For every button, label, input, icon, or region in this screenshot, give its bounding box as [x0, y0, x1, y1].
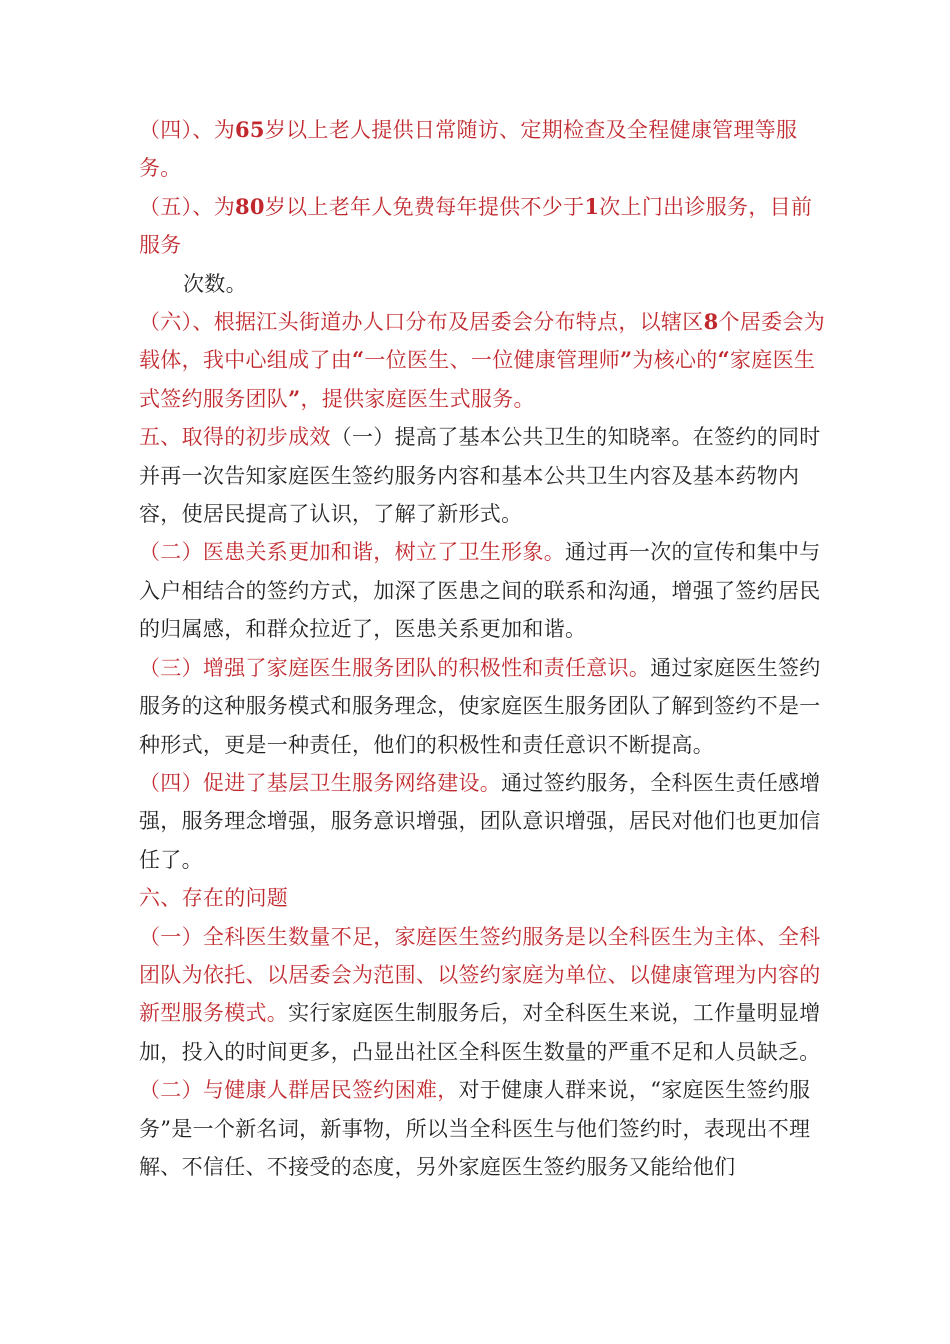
- number-65: 65: [235, 117, 265, 142]
- paragraph-text: 对于健康人群来说，“家庭医生签约服务”是一个新名词，新事物，所以当全科医生与他们签约时，表现出不理解、不信任、不接受的态度，另外家庭医生签约服务又能给他们: [139, 1078, 811, 1179]
- quote-close: ”: [288, 385, 301, 411]
- paragraph-text: （六）、根据江头街道办人口分布及居委会分布特点，以辖区: [139, 310, 704, 335]
- section-heading: 五、取得的初步成效: [139, 425, 331, 450]
- paragraph-text: 次上门出诊服务，目前服务: [139, 194, 813, 258]
- paragraph-text: 通过再一次的宣传和集中与入户相结合的签约方式，加深了医患之间的联系和沟通，增强了签约居民的归属感，和群众拉近了，医患关系更加和谐。: [139, 540, 821, 642]
- section-six-problems: [139, 879, 829, 917]
- paragraph-heading: （三）增强了家庭医生服务团队的积极性和责任意识。: [139, 655, 651, 680]
- quote-open: “: [352, 347, 365, 373]
- paragraph-text: 次数。: [183, 271, 247, 296]
- section-five-results: [139, 418, 829, 533]
- paragraph-heading: （一）全科医生数量不足，家庭医生签约服务是以全科医生为主体、全科团队为依托、以居委会为范围、以签约家庭为单位、以健康管理为内容的新型服务模式。: [139, 924, 821, 1026]
- paragraph-text: 为核心的: [632, 348, 718, 373]
- paragraph-item-4: [139, 111, 829, 188]
- paragraph-text: 通过签约服务，全科医生责任感增强，服务理念增强，服务意识增强，团队意识增强，居民对他们也更加信任了。: [139, 770, 821, 872]
- paragraph-text: 岁以上老人提供日常随访、定期检查及全程健康管理等服务。: [139, 118, 798, 181]
- paragraph-heading: （二）与健康人群居民签约困难，: [139, 1078, 459, 1103]
- paragraph-item-5: [139, 188, 829, 265]
- paragraph-text: （四）、为: [139, 118, 235, 142]
- number-1: 1: [584, 193, 600, 219]
- paragraph-result-3: [139, 649, 829, 764]
- paragraph-count-line: [139, 265, 829, 303]
- quote-close: ”: [620, 347, 633, 373]
- paragraph-result-4: [139, 764, 829, 879]
- paragraph-text: ，提供家庭医生式服务。: [300, 386, 535, 411]
- number-80: 80: [235, 193, 265, 219]
- paragraph-item-6: [139, 303, 829, 418]
- paragraph-text: 家庭医生式签约服务团队: [139, 348, 816, 411]
- paragraph-text: 个居委会为载体，我中心组成了由: [139, 310, 826, 373]
- paragraph-text: 一位医生、一位健康管理师: [364, 348, 620, 373]
- number-8: 8: [703, 309, 719, 335]
- paragraph-problem-1: [139, 918, 829, 1072]
- paragraph-text: 岁以上老年人免费每年提供不少于: [264, 194, 585, 219]
- paragraph-text: （五）、为: [139, 194, 235, 219]
- paragraph-problem-2: [139, 1071, 829, 1186]
- paragraph-heading: （四）促进了基层卫生服务网络建设。: [139, 770, 502, 795]
- document-body: [139, 111, 829, 1186]
- paragraph-result-2: [139, 533, 829, 648]
- paragraph-text: 通过家庭医生签约服务的这种服务模式和服务理念，使家庭医生服务团队了解到签约不是一种形式，更是一种责任，他们的积极性和责任意识不断提高。: [139, 655, 821, 757]
- paragraph-heading: （二）医患关系更加和谐，树立了卫生形象。: [139, 540, 565, 565]
- section-heading: 六、存在的问题: [139, 886, 289, 911]
- paragraph-text: （一）提高了基本公共卫生的知晓率。在签约的同时并再一次告知家庭医生签约服务内容和基本公共卫生内容及基本药物内容，使居民提高了认识，了解了新形式。: [139, 425, 821, 527]
- paragraph-text: 实行家庭医生制服务后，对全科医生来说，工作量明显增加，投入的时间更多，凸显出社区全科医生数量的严重不足和人员缺乏。: [139, 1001, 821, 1064]
- quote-open: “: [717, 347, 730, 373]
